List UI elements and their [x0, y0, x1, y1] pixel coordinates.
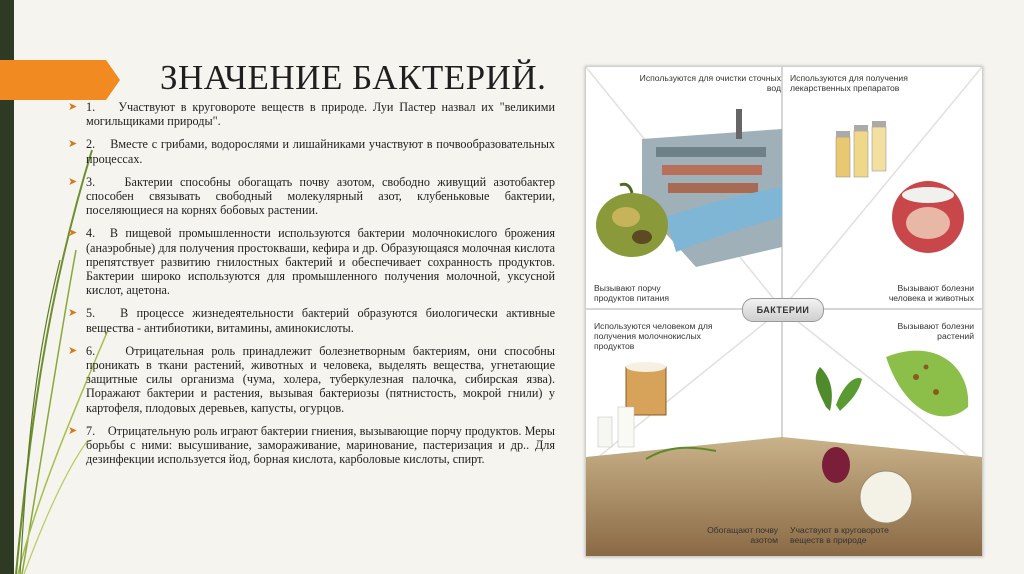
- bullet-item-6: ➤ 6. Отрицательная роль принадлежит болезнетворным бактериям, они способны проникать в ткани растений, животных и человека, выделять вещества, угнетающие защитные силы организма (чума, холера, туберкулезная палочка, сибирская язва). Поражают бактерии и растения, вызывая бактериозы (пятнистость, мокрой гнили) у картофеля, плодовых деревьев, капусты, огурцов.: [68, 343, 555, 415]
- bacteria-infographic: [585, 66, 983, 557]
- arrow-bullet-icon: ➤: [68, 344, 78, 357]
- title-accent-tab: [0, 60, 120, 100]
- medicine-vials-image: [836, 121, 886, 177]
- arrow-bullet-icon: ➤: [68, 138, 78, 151]
- throat-disease-image: [892, 181, 964, 253]
- label-top-left: Используются для очистки сточных вод: [639, 73, 781, 93]
- bullet-item-7: ➤ 7. Отрицательную роль играют бактерии гниения, вызывающие порчу продуктов. Меры борьбы с ними: высушивание, замораживание, маринование, пастеризация и др.. Для дезинфекции используется йод, борная кислота, карболовые кислоты, спирт.: [68, 423, 555, 467]
- label-mid-left: Вызывают порчу продуктов питания: [594, 283, 670, 303]
- label-bottom-left: Обогащают почву азотом: [707, 525, 778, 545]
- arrow-bullet-icon: ➤: [68, 307, 78, 320]
- label-mid-right: Вызывают болезни человека и животных: [888, 283, 974, 303]
- arrow-bullet-icon: ➤: [68, 175, 78, 188]
- arrow-bullet-icon: ➤: [68, 227, 78, 240]
- bullet-item-2: ➤ 2. Вместе с грибами, водорослями и лишайниками участвуют в почвообразовательных процессах.: [68, 137, 555, 166]
- label-bottom-right: Участвуют в круговороте веществ в природе: [790, 525, 889, 545]
- label-lower-right: Вызывают болезни растений: [897, 321, 974, 341]
- label-top-right: Используются для получения лекарственных препаратов: [790, 73, 908, 93]
- bullet-item-4: ➤ 4. В пищевой промышленности используются бактерии молочнокислого брожения (анаэробные) для получения простокваши, кефира и др. Образующаяся молочная кислота препятствует развитию гнилостных бактерий и обеспечивает сохранность продуктов. Бактерии широко используются для промышленного получения молочной, уксусной кислот, ацетона.: [68, 226, 555, 298]
- milk-products-image: [598, 362, 666, 447]
- bullet-item-1: ➤ 1. Участвуют в круговороте веществ в природе. Луи Пастер назвал их "великими могильщиками природы".: [68, 100, 555, 129]
- arrow-bullet-icon: ➤: [68, 101, 78, 113]
- label-lower-left: Используются человеком для получения молочнокислых продуктов: [594, 321, 713, 351]
- arrow-bullet-icon: ➤: [68, 424, 78, 437]
- bullet-item-3: ➤ 3. Бактерии способны обогащать почву азотом, свободно живущий азотобактер способен связывать свободный молекулярный азот, клубеньковые бактерии, поселяющиеся на корнях бобовых растении.: [68, 174, 555, 218]
- bullet-list: [68, 100, 555, 475]
- diseased-leaf-image: [886, 351, 968, 417]
- bacteria-center-label: БАКТЕРИИ: [742, 298, 824, 322]
- page-title: ЗНАЧЕНИЕ БАКТЕРИЙ.: [160, 58, 547, 97]
- bullet-item-5: ➤ 5. В процессе жизнедеятельности бактерий образуются биологически активные вещества - антибиотики, витамины, аминокислоты.: [68, 306, 555, 335]
- sewage-plant-image: [642, 109, 782, 267]
